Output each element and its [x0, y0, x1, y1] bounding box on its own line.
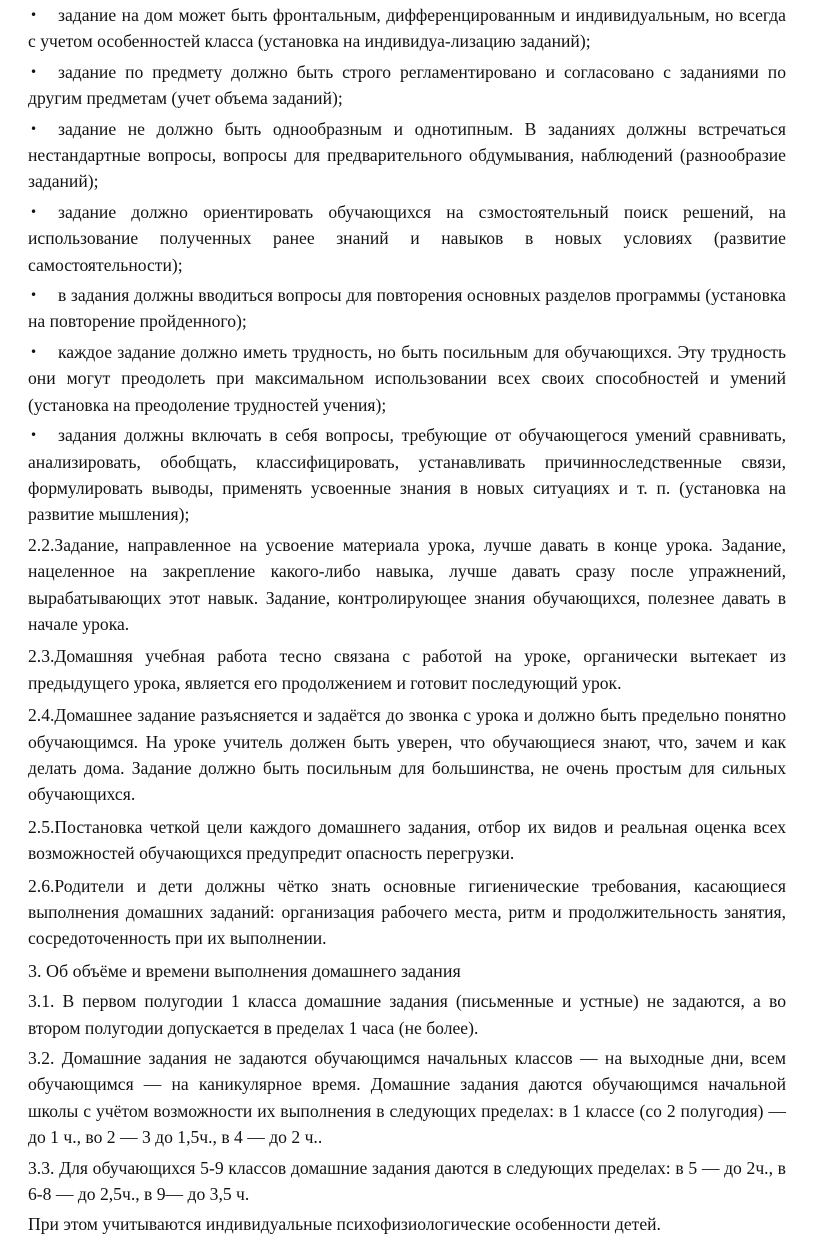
bullet-icon: •	[30, 288, 38, 303]
bullet-icon: •	[30, 64, 38, 79]
bullet-item	[28, 282, 786, 335]
bullet-item	[28, 116, 786, 195]
paragraph-3-3: 3.3. Для обучающихся 5-9 классов домашние задания даются в следующих пределах: в 5 — до 2ч., в 6-8 — до 2,5ч., в 9— до 3,5 ч.	[28, 1157, 786, 1205]
section-3	[28, 958, 786, 1238]
bullet-icon: •	[30, 428, 38, 443]
paragraph-2-6: 2.6.Родители и дети должны чётко знать основные гигиенические требования, касающиеся выполнения домашних заданий: организация рабочего места, ритм и продолжительность занятия, сосредоточенность при их выполнении.	[28, 875, 786, 949]
bullet-item	[28, 59, 786, 112]
paragraph-2-2: 2.2.Задание, направленное на усвоение материала урока, лучше давать в конце урока. Задание, нацеленное на закрепление какого-либо навыка, лучше давать сразу после упражнений, вырабатывающих этот навык. Задание, контролирующее знания обучающихся, полезнее давать в начале урока.	[28, 534, 786, 634]
bullet-text: задание не должно быть однообразным и однотипным. В заданиях должны встречаться нестандартные вопросы, вопросы для предварительного обдумывания, наблюдений (разнообразие заданий);	[28, 118, 786, 192]
bullet-list	[28, 2, 786, 528]
bullet-icon: •	[30, 344, 38, 359]
bullet-text: задание должно ориентировать обучающихся на сзмостоятельный поиск решений, на использование полученных ранее знаний и навыков в новых условиях (развитие самостоятельности);	[28, 201, 786, 275]
bullet-item	[28, 422, 786, 528]
bullet-item	[28, 339, 786, 418]
bullet-text: в задания должны вводиться вопросы для повторения основных разделов программы (установка на повторение пройденного);	[28, 285, 786, 332]
bullet-text: задания должны включать в себя вопросы, требующие от обучающегося умений сравнивать, анализировать, обобщать, классифицировать, устанавливать причинноследственные связи, формулировать выводы, применять усвоенные знания в новых ситуациях и т. п. (установка на развитие мышления);	[28, 425, 786, 525]
bullet-item	[28, 199, 786, 278]
bullet-icon: •	[30, 204, 38, 219]
paragraph-closing: При этом учитываются индивидуальные психофизиологические особенности детей.	[28, 1214, 661, 1235]
bullet-icon: •	[30, 8, 38, 22]
section-2-items	[28, 532, 786, 952]
paragraph-2-3: 2.3.Домашняя учебная работа тесно связана с работой на уроке, органически вытекает из предыдущего урока, является его продолжением и готовит последующий урок.	[28, 646, 786, 693]
bullet-text: задание на дом может быть фронтальным, дифференцированным и индивидуальным, но всегда с учетом особенностей класса (установка на индивидуа-лизацию заданий);	[28, 5, 786, 52]
bullet-text: каждое задание должно иметь трудность, но быть посильным для обучающихся. Эту трудность они могут преодолеть при максимальном использовании всех своих способностей и умений (установка на преодоление трудностей учения);	[28, 341, 786, 415]
paragraph-3-2: 3.2. Домашние задания не задаются обучающимся начальных классов — на выходные дни, всем обучающимся — на каникулярное время. Домашние задания даются обучающимся начальной школы с учётом возможности их выполнения в следующих пределах: в 1 классе (со 2 полугодия) — до 1 ч., во 2 — 3 до 1,5ч., в 4 — до 2 ч..	[28, 1048, 786, 1148]
paragraph-2-4: 2.4.Домашнее задание разъясняется и задаётся до звонка с урока и должно быть предельно понятно обучающимся. На уроке учитель должен быть уверен, что обучающиеся знают, что, зачем и как делать дома. Задание должно быть посильным для большинства, не очень простым для сильных обучающихся.	[28, 705, 786, 805]
paragraph-3-1: 3.1. В первом полугодии 1 класса домашние задания (письменные и устные) не задаются, а во втором полугодии допускается в пределах 1 часа (не более).	[28, 991, 786, 1038]
bullet-item	[28, 2, 786, 55]
bullet-icon: •	[30, 121, 38, 136]
paragraph-2-5: 2.5.Постановка четкой цели каждого домашнего задания, отбор их видов и реальная оценка всех возможностей обучающихся предупредит опасность перегрузки.	[28, 816, 786, 864]
bullet-text: задание по предмету должно быть строго регламентировано и согласовано с заданиями по другим предметам (учет объема заданий);	[28, 61, 786, 109]
section-3-heading: 3. Об объёме и времени выполнения домашнего задания	[28, 960, 461, 981]
